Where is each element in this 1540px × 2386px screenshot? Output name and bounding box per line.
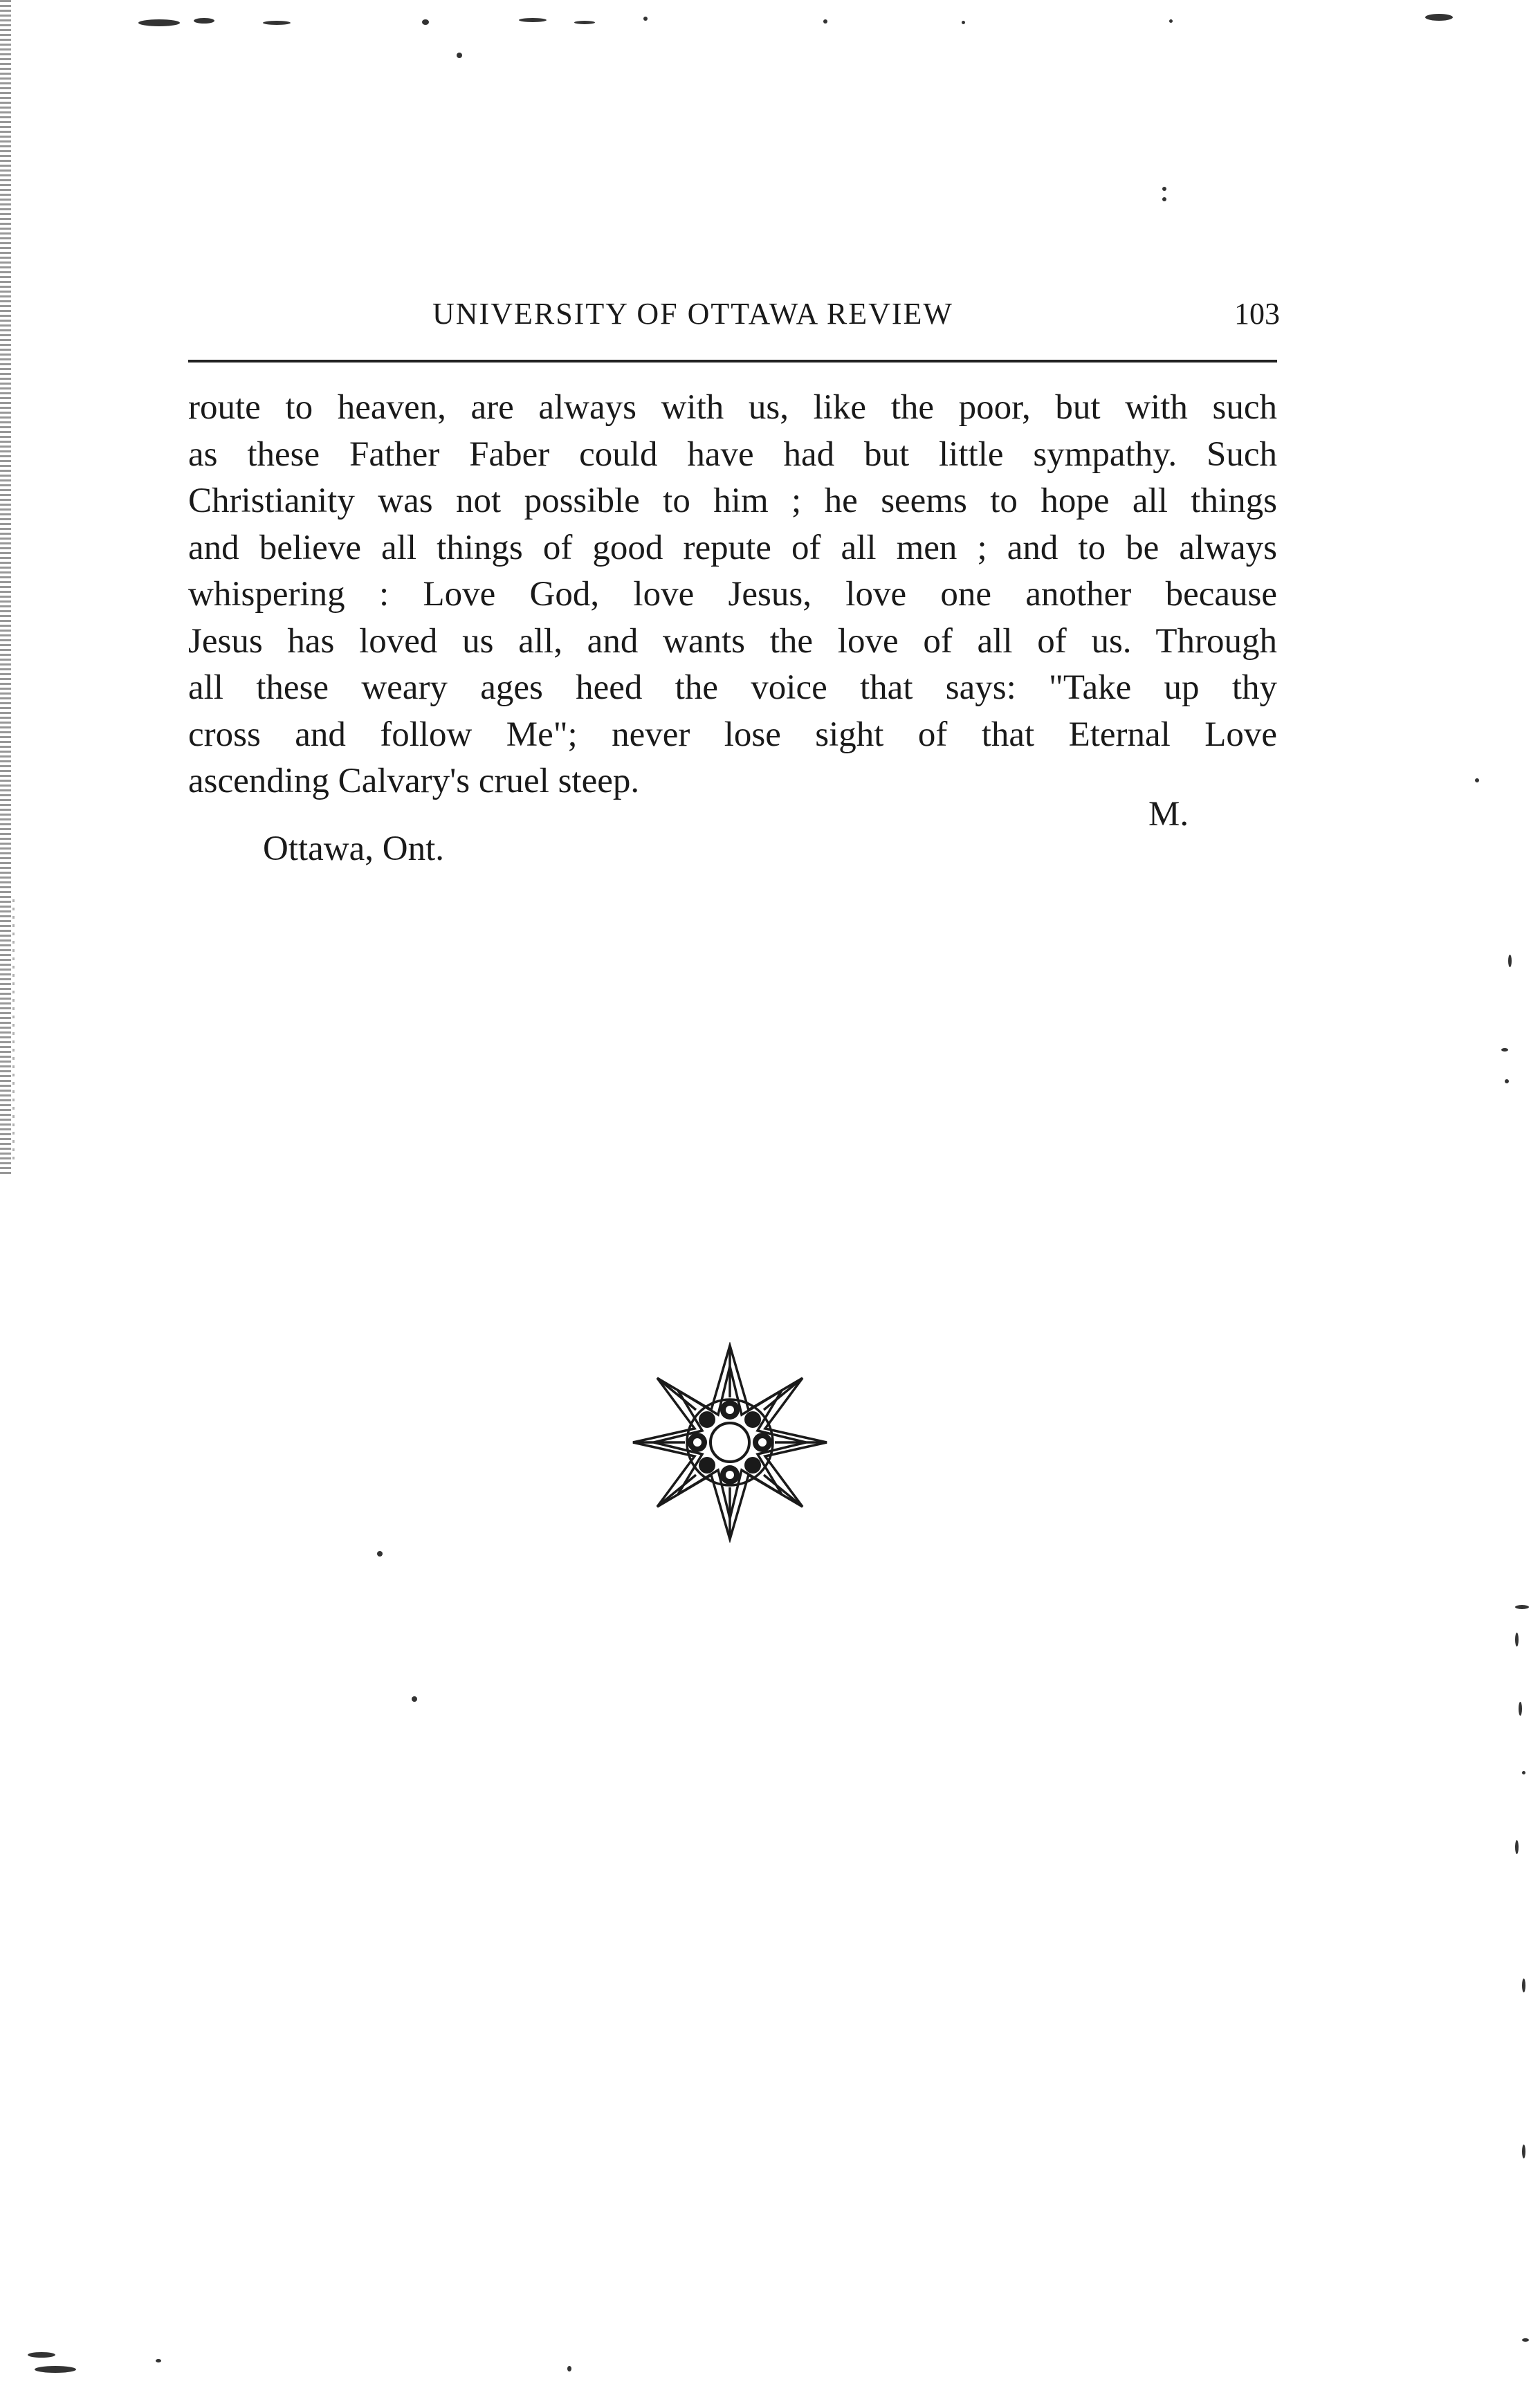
text-line: Jesus has loved us all, and wants the love of all of us. Through (188, 621, 1277, 661)
scan-noise-top (131, 6, 1481, 54)
text-line: and believe all things of good repute of all men ; and to be always (188, 528, 1277, 567)
text-line: ascending Calvary's cruel steep. (188, 762, 640, 800)
text-line: route to heaven, are always with us, like the poor, but with such (188, 388, 1277, 427)
text-line: cross and follow Me"; never lose sight of that Eternal Love (188, 715, 1277, 754)
floral-star-ornament-icon (630, 1342, 830, 1543)
text-line: as these Father Faber could have had but little sympathy. Such (188, 434, 1277, 474)
text-line: whispering : Love God, love Jesus, love one another because (188, 575, 1277, 614)
dateline: Ottawa, Ont. (263, 829, 445, 868)
scan-edge-dots (12, 899, 15, 1162)
text-line: all these weary ages heed the voice that says: "Take up thy (188, 668, 1277, 707)
page-number: 103 (1234, 297, 1280, 331)
running-title: UNIVERSITY OF OTTAWA REVIEW (432, 297, 953, 331)
scan-edge-mark (0, 0, 11, 1176)
text-line: Christianity was not possible to him ; he seems to hope all things (188, 481, 1277, 520)
header-rule (188, 360, 1277, 363)
author-signature: M. (1148, 795, 1189, 834)
body-paragraph (188, 385, 1277, 805)
running-head (187, 296, 1280, 338)
